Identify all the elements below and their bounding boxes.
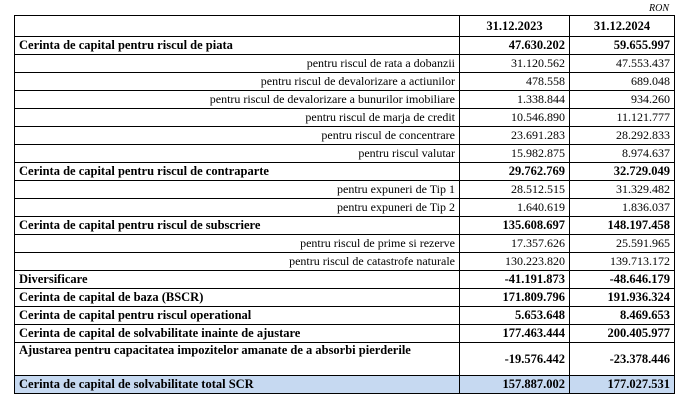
- row-label: Cerinta de capital de solvabilitate inainte de ajustare: [15, 325, 460, 343]
- value-2024: 8.469.653: [570, 307, 675, 325]
- value-2023: 5.653.648: [460, 307, 570, 325]
- value-2023: 171.809.796: [460, 289, 570, 307]
- value-2024: 934.260: [570, 91, 675, 109]
- table-row: [15, 325, 675, 343]
- row-label: pentru riscul de rata a dobanzii: [15, 55, 460, 73]
- header-cell-label: [15, 16, 460, 37]
- value-2023: 29.762.769: [460, 163, 570, 181]
- row-label: pentru expuneri de Tip 2: [15, 199, 460, 217]
- table-row: [15, 163, 675, 181]
- value-2024: 59.655.997: [570, 37, 675, 55]
- value-2023: 1.338.844: [460, 91, 570, 109]
- row-label: pentru riscul de concentrare: [15, 127, 460, 145]
- value-2024: 11.121.777: [570, 109, 675, 127]
- value-2024: 177.027.531: [570, 376, 675, 394]
- row-label: pentru riscul de devalorizare a bunurilor imobiliare: [15, 91, 460, 109]
- value-2023: -41.191.873: [460, 271, 570, 289]
- value-2024: 28.292.833: [570, 127, 675, 145]
- table-row: [15, 289, 675, 307]
- row-label: pentru riscul de marja de credit: [15, 109, 460, 127]
- header-cell-2024: 31.12.2024: [570, 16, 675, 37]
- table-row: [15, 307, 675, 325]
- table-row: [15, 376, 675, 394]
- value-2023: 28.512.515: [460, 181, 570, 199]
- value-2023: 157.887.002: [460, 376, 570, 394]
- row-label: Cerinta de capital pentru riscul de piata: [15, 37, 460, 55]
- table-row: [15, 235, 675, 253]
- currency-label: RON: [649, 3, 669, 14]
- value-2023: 23.691.283: [460, 127, 570, 145]
- row-label: pentru riscul valutar: [15, 145, 460, 163]
- row-label: Cerinta de capital de solvabilitate total SCR: [15, 376, 460, 394]
- value-2023: 1.640.619: [460, 199, 570, 217]
- row-label: pentru riscul de catastrofe naturale: [15, 253, 460, 271]
- table-row: [15, 37, 675, 55]
- row-label: Cerinta de capital de baza (BSCR): [15, 289, 460, 307]
- value-2023: 10.546.890: [460, 109, 570, 127]
- value-2024: -23.378.446: [570, 343, 675, 376]
- table-row: [15, 109, 675, 127]
- row-label: Cerinta de capital pentru riscul operational: [15, 307, 460, 325]
- row-label: Cerinta de capital pentru riscul de contraparte: [15, 163, 460, 181]
- table-row: [15, 127, 675, 145]
- value-2024: -48.646.179: [570, 271, 675, 289]
- value-2024: 8.974.637: [570, 145, 675, 163]
- table-row: [15, 253, 675, 271]
- table-row: [15, 55, 675, 73]
- value-2024: 31.329.482: [570, 181, 675, 199]
- value-2024: 200.405.977: [570, 325, 675, 343]
- row-label: Ajustarea pentru capacitatea impozitelor amanate de a absorbi pierderile: [15, 343, 460, 376]
- row-label: pentru expuneri de Tip 1: [15, 181, 460, 199]
- table-row: [15, 343, 675, 376]
- value-2023: 130.223.820: [460, 253, 570, 271]
- table-row: [15, 199, 675, 217]
- row-label: Cerinta de capital pentru riscul de subscriere: [15, 217, 460, 235]
- value-2024: 1.836.037: [570, 199, 675, 217]
- value-2023: 135.608.697: [460, 217, 570, 235]
- value-2023: 15.982.875: [460, 145, 570, 163]
- value-2023: -19.576.442: [460, 343, 570, 376]
- value-2024: 689.048: [570, 73, 675, 91]
- row-label: Diversificare: [15, 271, 460, 289]
- table-row: [15, 181, 675, 199]
- value-2024: 148.197.458: [570, 217, 675, 235]
- header-cell-2023: 31.12.2023: [460, 16, 570, 37]
- value-2024: 32.729.049: [570, 163, 675, 181]
- table-row: [15, 217, 675, 235]
- value-2023: 177.463.444: [460, 325, 570, 343]
- table-row: [15, 145, 675, 163]
- table-row: [15, 91, 675, 109]
- value-2024: 25.591.965: [570, 235, 675, 253]
- value-2023: 478.558: [460, 73, 570, 91]
- value-2024: 191.936.324: [570, 289, 675, 307]
- row-label: pentru riscul de prime si rezerve: [15, 235, 460, 253]
- row-label: pentru riscul de devalorizare a actiunilor: [15, 73, 460, 91]
- value-2023: 47.630.202: [460, 37, 570, 55]
- header-row: [15, 16, 675, 37]
- table-row: [15, 271, 675, 289]
- table-body: [15, 16, 675, 394]
- value-2023: 31.120.562: [460, 55, 570, 73]
- value-2024: 139.713.172: [570, 253, 675, 271]
- value-2024: 47.553.437: [570, 55, 675, 73]
- capital-requirements-table: [14, 15, 675, 394]
- value-2023: 17.357.626: [460, 235, 570, 253]
- table-row: [15, 73, 675, 91]
